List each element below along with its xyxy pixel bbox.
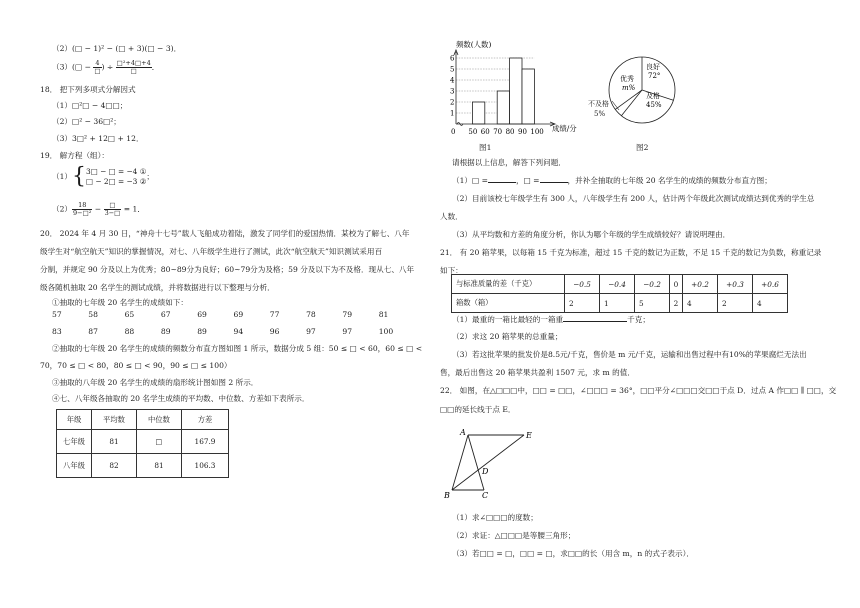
point-e-label: E — [526, 431, 532, 440]
table-cell: +0.3 — [718, 275, 753, 294]
hist-x-tick-label: 80 — [505, 128, 515, 136]
q20-part2-line1: （2）目前该校七年级学生有 300 人，八年级学生有 200 人，估计两个年级此次测试成绩达到优秀的学生总 — [452, 194, 815, 203]
q20-line1: 20． 2024 年 4 月 30 日，“神舟十七号”载人飞船成功着陆，激发了同学们的爱国热情．某校为了解七、八年 — [40, 229, 410, 238]
q21-part3-line1: （3）若这批苹果的批发价是8.5元/千克，售价是 m 元/千克，运输和出售过程中有10%的苹果腐烂无法出 — [452, 350, 807, 359]
pie-value-excellent: m% — [622, 84, 636, 92]
histogram-chart — [436, 36, 606, 150]
q18-part3: （3）3□² + 12□ + 12． — [52, 134, 144, 143]
q20-statement2-line1: ②抽取的七年级 20 名学生的成绩的频数分布直方图如图 1 所示，数据分成 5 组：50 ≤ □ < 60，60 ≤ □ < — [52, 344, 423, 353]
score-value: 65 — [124, 310, 135, 319]
row-label: 箱数（箱） — [452, 294, 565, 313]
table-cell: □ — [137, 430, 182, 454]
q20-intro: 请根据以上信息，解答下列问题． — [452, 158, 566, 167]
score-value: 83 — [52, 327, 62, 336]
score-value: 78 — [306, 310, 316, 319]
table-cell: 2 — [565, 294, 600, 313]
pie-value-pass: 45% — [646, 101, 662, 109]
row-label: 与标准质量的差（千克） — [452, 275, 565, 294]
hist-x-tick-label: 90 — [518, 128, 527, 136]
score-value: 69 — [197, 310, 207, 319]
hist-y-tick-label: 1 — [450, 109, 455, 118]
hist-y-title: 频数(人数) — [456, 40, 492, 49]
figure1-caption: 图1 — [479, 143, 492, 152]
header-cell: 平均数 — [92, 410, 137, 430]
q22-part3: （3）若□□ = □，□□ = □，求□□的长（用含 m，n 的式子表示）． — [452, 549, 695, 558]
q21-part1: （1）最重的一箱比最轻的一箱重 千克； — [452, 315, 650, 324]
q19-frac1: $\frac{18}{\text{9−□²}}$ — [73, 201, 92, 217]
q20-line4: 级各随机抽取 20 名学生的测试成绩，并将数据进行以下整理与分析． — [40, 283, 275, 292]
q20-part1: （1）□ = ，□ = ，并补全抽取的七年级 20 名学生的成绩的频数分布直方图； — [452, 176, 772, 185]
hist-y-tick-label: 5 — [450, 65, 455, 74]
q20-statement2-line2: 70，70 ≤ □ < 80，80 ≤ □ < 90，90 ≤ □ ≤ 100） — [40, 361, 232, 370]
hist-bar — [522, 69, 534, 124]
point-a-label: A — [460, 428, 466, 437]
score-value: 81 — [378, 310, 389, 319]
score-value: 69 — [233, 310, 244, 319]
q21-line1: 21． 有 20 箱苹果，以每箱 15 千克为标准，超过 15 千克的数记为正数，不足 15 千克的数记为负数，称重记录 — [440, 248, 822, 257]
hist-y-tick-label: 4 — [450, 76, 455, 85]
point-c-label: C — [482, 491, 489, 500]
score-value: 67 — [160, 310, 171, 319]
q20-statement4: ④七、八年级各抽取的 20 名学生成绩的平均数、中位数、方差如下表所示． — [52, 394, 310, 403]
q21-part3-line2: 售，最后出售这 20 箱苹果共盈利 1507 元，求 m 的值． — [440, 368, 635, 377]
score-value: 96 — [269, 327, 280, 336]
q20-statement1: ①抽取的七年级 20 名学生的成绩如下： — [52, 298, 188, 307]
table-cell: 4 — [683, 294, 718, 313]
table-cell: +0.2 — [683, 275, 718, 294]
score-value: 77 — [269, 310, 280, 319]
q22-line2: □□的延长线于点 E． — [440, 405, 516, 414]
q21-part2: （2）求这 20 箱苹果的总重量； — [452, 332, 563, 341]
q17-part3-paren: (□ − — [72, 62, 94, 72]
header-cell: 方差 — [182, 410, 229, 430]
score-value: 89 — [160, 327, 171, 336]
hist-x-tick-label: 0 — [451, 128, 456, 136]
table-row — [452, 294, 788, 313]
table-cell: 2 — [718, 294, 753, 313]
hist-bar — [510, 58, 522, 124]
q20-statement3: ③抽取的八年级 20 名学生的成绩的扇形统计图如图 2 所示． — [52, 378, 259, 387]
q18-title: 18． 把下列多项式分解因式 — [40, 85, 136, 94]
table-cell: 81 — [92, 430, 137, 454]
hist-y-tick-label: 6 — [450, 54, 455, 63]
table-cell: −0.2 — [635, 275, 670, 294]
table-cell: 七年级 — [57, 430, 92, 454]
pie-label-good: 良好 — [646, 63, 660, 71]
q19-frac2: $\frac{□}{3-□}$ — [104, 201, 121, 217]
equation-system: 3□ − □ = −4 ① □ − 2□ = −3 ② — [86, 167, 147, 186]
table-cell: +0.6 — [753, 275, 788, 294]
q17-part3: （3）(□ − $\frac{4}{□}$ ) ÷ $\frac{\text{□²+4□+4}}{□}$ ． — [52, 59, 160, 75]
pie-label-excellent: 优秀 — [620, 75, 634, 83]
hist-y-tick-label: 3 — [450, 87, 455, 96]
answer-blank[interactable] — [563, 321, 627, 322]
q17-part3-label: （3） — [52, 62, 73, 72]
pie-value-fail: 5% — [594, 110, 606, 118]
q20-part3: （3）从平均数和方差的角度分析，你认为哪个年级的学生成绩较好？请说明理由． — [452, 230, 731, 239]
hist-y-tick-label: 2 — [450, 98, 455, 107]
score-value: 89 — [197, 327, 207, 336]
q20-part2-line2: 人数． — [440, 212, 463, 221]
table-row — [452, 275, 788, 294]
table-cell: 167.9 — [182, 430, 229, 454]
q20-line3: 分制，并规定 90 分及以上为优秀；80~89分为良好；60~79分为及格；59 分及以下为不及格．现从七、八年 — [40, 265, 415, 274]
q17-part3-op: ) ÷ — [101, 62, 116, 72]
table-cell: 八年级 — [57, 454, 92, 478]
q20-line2: 级学生对“航空航天”知识的掌握情况，对七、八年级学生进行了测试，此次“航空航天”知识测试采用百 — [40, 247, 383, 256]
pie-label-fail: 不及格 — [588, 100, 609, 108]
table-cell: 4 — [753, 294, 788, 313]
hist-bar — [472, 102, 484, 124]
table-cell: −0.5 — [565, 275, 600, 294]
q18-part2: （2）□² − 36□²； — [52, 117, 121, 126]
q19-part1: （1）{ 3□ − □ = −4 ① □ − 2□ = −3 ② ； — [52, 164, 154, 189]
q22-part2: （2）求证：△□□□是等腰三角形； — [452, 531, 576, 540]
hist-x-title: 成绩/分 — [552, 124, 577, 133]
q18-part1: （1）□²□ − 4□□； — [52, 101, 128, 110]
table-cell: 1 — [600, 294, 635, 313]
segment-ab — [452, 435, 468, 490]
segment-be — [452, 435, 524, 490]
weight-table — [451, 274, 788, 313]
score-value: 87 — [88, 327, 98, 336]
point-b-label: B — [444, 491, 450, 500]
q22-line1: 22． 如图，在△□□□中，□□ = □□，∠□□□ = 36°，□□平分∠□□□交□□于点 D．过点 A 作□□ ∥ □□，交 — [440, 386, 837, 395]
hist-x-tick-label: 100 — [530, 128, 544, 136]
score-value: 79 — [342, 310, 353, 319]
point-d-label: D — [482, 467, 489, 476]
stats-table-header — [57, 410, 229, 430]
pie-value-good: 72° — [648, 72, 661, 80]
answer-blank[interactable] — [540, 182, 568, 183]
table-cell: −0.4 — [600, 275, 635, 294]
q21-line2: 如下： — [440, 266, 463, 275]
hist-x-tick-label: 50 — [468, 128, 478, 136]
score-value: 97 — [306, 327, 316, 336]
q19-title: 19． 解方程（组）： — [40, 151, 110, 160]
segment-ac — [468, 435, 484, 490]
figure2-caption: 图2 — [636, 143, 649, 152]
table-cell: 2 — [670, 294, 683, 313]
system-brace: { — [72, 164, 87, 189]
q19-part2: （2） $\frac{18}{\text{9−□²}}$ − $\frac{□}{3-□}$ = 1． — [52, 201, 145, 217]
answer-blank[interactable] — [488, 182, 516, 183]
score-value: 97 — [342, 327, 353, 336]
q17-frac1: $\frac{4}{□}$ — [94, 59, 101, 75]
table-cell: 5 — [635, 294, 670, 313]
q17-frac2: $\frac{\text{□²+4□+4}}{□}$ — [116, 59, 151, 75]
q17-part2: （2）(□ − 1)² − (□ + 3)(□ − 3)． — [52, 44, 182, 53]
score-value: 88 — [124, 327, 135, 336]
table-cell: 0 — [670, 275, 683, 294]
hist-x-tick-label: 60 — [480, 128, 490, 136]
table-cell: 106.3 — [182, 454, 229, 478]
score-value: 57 — [52, 310, 62, 319]
geometry-figure — [444, 424, 544, 502]
score-value: 58 — [88, 310, 98, 319]
hist-x-tick-label: 70 — [493, 128, 503, 136]
stats-table — [56, 409, 229, 478]
table-row — [57, 454, 229, 478]
header-cell: 中位数 — [137, 410, 182, 430]
pie-label-pass: 及格 — [646, 92, 660, 100]
table-cell: 82 — [92, 454, 137, 478]
table-cell: 81 — [137, 454, 182, 478]
score-value: 94 — [233, 327, 244, 336]
table-row — [57, 430, 229, 454]
q22-part1: （1）求∠□□□的度数； — [452, 513, 538, 522]
score-value: 100 — [378, 327, 394, 336]
header-cell: 年级 — [57, 410, 92, 430]
hist-bar — [497, 91, 509, 124]
